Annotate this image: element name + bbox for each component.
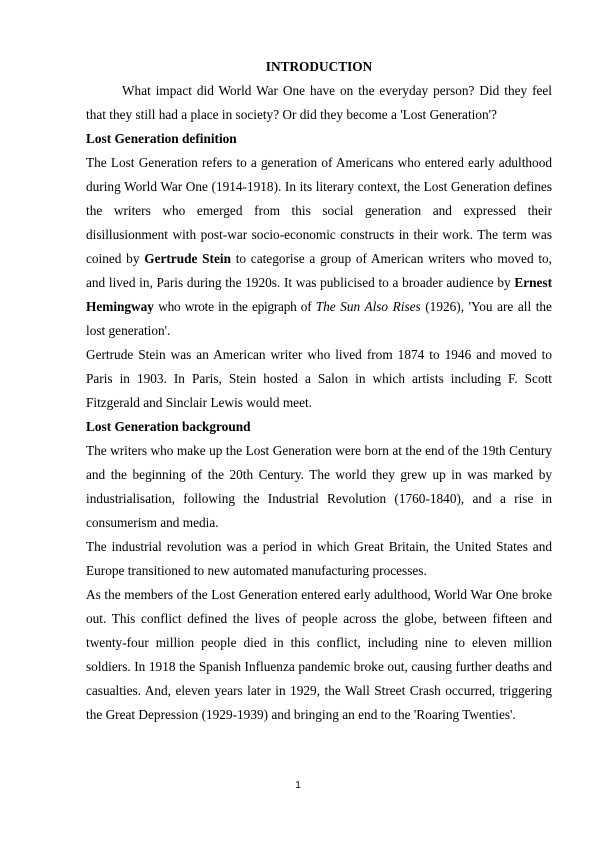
definition-text-3: who wrote in the epigraph of (153, 299, 316, 314)
background-paragraph-2: The industrial revolution was a period in which Great Britain, the United States and Europe transitioned to new automated manufacturing processes. (86, 539, 552, 578)
page-number: 1 (295, 780, 301, 791)
background-heading: Lost Generation background (86, 419, 251, 434)
book-title: The Sun Also Rises (315, 299, 421, 314)
background-paragraph-3: As the members of the Lost Generation entered early adulthood, World War One broke out. This conflict defined the lives of people across the globe, between fifteen and twenty-four million people died in this conflict, including nine to eleven million soldiers. In 1918 the Spanish Influenza pandemic broke out, causing further deaths and casualties. And, eleven years later in 1929, the Wall Street Crash occurred, triggering the Great Depression (1929-1939) and bringing an end to the 'Roaring Twenties'. (86, 587, 552, 722)
definition-text-2: to categorise a group of American writers who moved to, and lived in, Paris during the 1920s. It was publicised to a broader audience by (86, 251, 552, 290)
definition-paragraph (86, 151, 552, 343)
intro-paragraph: What impact did World War One have on the everyday person? Did they feel that they still had a place in society? Or did they become a 'Lost Generation'? (86, 83, 552, 122)
page-title: INTRODUCTION (265, 59, 373, 74)
background-paragraph-1: The writers who make up the Lost Generation were born at the end of the 19th Century and the beginning of the 20th Century. The world they grew up in was marked by industrialisation, following the Industrial Revolution (1760-1840), and a rise in consumerism and media. (86, 443, 552, 530)
definition-text-4: (1926), 'You are all the lost generation'. (86, 299, 552, 338)
definition-heading: Lost Generation definition (86, 131, 237, 146)
stein-paragraph: Gertrude Stein was an American writer who lived from 1874 to 1946 and moved to Paris in 1903. In Paris, Stein hosted a Salon in which artists including F. Scott Fitzgerald and Sinclair Lewis would meet. (86, 347, 552, 410)
gertrude-stein-name: Gertrude Stein (144, 251, 231, 266)
ernest-hemingway-name: Ernest Hemingway (86, 275, 552, 314)
definition-text-1: The Lost Generation refers to a generation of Americans who entered early adulthood during World War One (1914-1918). In its literary context, the Lost Generation defines the writers who emerged from this social generation and expressed their disillusionment with post-war socio-economic constructs in their work. The term was coined by (86, 155, 552, 266)
page-content (86, 55, 552, 727)
